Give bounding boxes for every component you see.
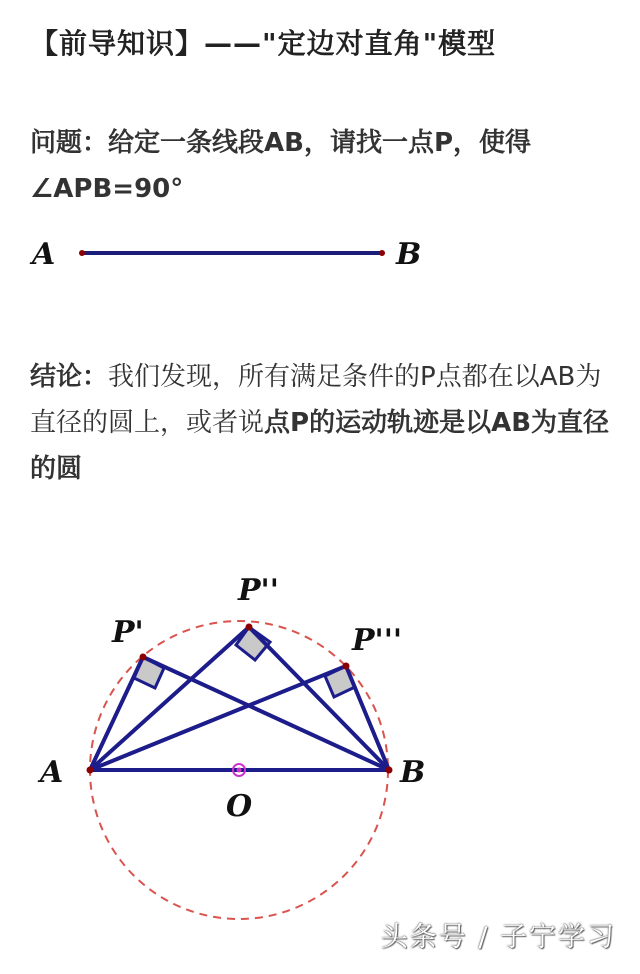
page-heading: 【前导知识】——"定边对直角"模型	[30, 27, 497, 60]
segment-label-b: B	[396, 237, 422, 272]
segment-label-a: A	[32, 237, 56, 272]
line-a-p3	[90, 666, 346, 770]
circle-diagram	[0, 560, 640, 974]
label-p1: P'	[112, 615, 144, 650]
problem-statement: 问题：给定一条线段AB，请找一点P，使得∠APB=90°	[30, 128, 531, 204]
conclusion-text: 我们发现，所有满足条件的P点都在以AB为直径的圆上，或者说	[30, 362, 602, 438]
point-b	[386, 767, 393, 774]
center-point-o-dot	[237, 768, 242, 773]
segment-endpoint-b	[379, 250, 385, 256]
conclusion-emphasis: 点P的运动轨迹是以AB为直径的圆	[30, 408, 610, 484]
label-b: B	[400, 755, 426, 790]
label-o: O	[226, 789, 253, 824]
label-a: A	[40, 755, 64, 790]
watermark: 头条号 / 子宁学习	[380, 922, 616, 953]
conclusion-paragraph	[30, 354, 615, 492]
point-p1	[140, 654, 147, 661]
point-p2	[246, 624, 253, 631]
segment-ab-figure	[0, 220, 640, 300]
point-a	[87, 767, 94, 774]
segment-endpoint-a	[79, 250, 85, 256]
conclusion-label: 结论：	[30, 362, 109, 392]
label-p2: P''	[238, 573, 279, 608]
label-p3: P'''	[352, 623, 403, 658]
point-p3	[343, 663, 350, 670]
